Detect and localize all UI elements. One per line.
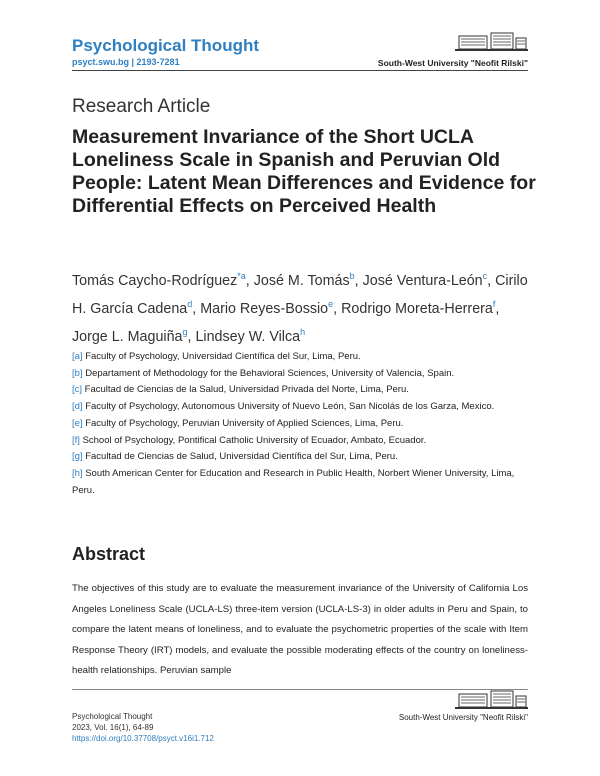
abstract-heading: Abstract: [72, 544, 146, 564]
author-name: Cirilo H. García Cadena: [72, 272, 528, 317]
affiliation-text: Faculty of Psychology, Autonomous University of Nuevo León, San Nicolás de los Garza, Mexico.: [85, 401, 495, 413]
affiliation-text: Departament of Methodology for the Behavioral Sciences, University of Valencia, Spain.: [85, 367, 455, 379]
author-name: Tomás Caycho-Rodríguez: [72, 272, 238, 289]
author-affiliation-marker[interactable]: c: [482, 271, 488, 281]
author-name: Rodrigo Moreta-Herrera: [341, 300, 493, 317]
affiliation-text: Faculty of Psychology, Universidad Científica del Sur, Lima, Peru.: [85, 351, 361, 362]
affiliation-tag: [e]: [72, 417, 83, 429]
author-list: [72, 265, 532, 348]
affiliation-item: [72, 449, 532, 466]
affiliation-text: Facultad de Ciencias de Salud, Universidad Científica del Sur, Lima, Peru.: [85, 451, 398, 463]
footer-journal: Psychological Thought: [72, 712, 153, 721]
affiliation-tag: [c]: [72, 384, 83, 396]
affiliation-tag: [g]: [72, 451, 83, 463]
author-name: José M. Tomás: [253, 272, 350, 289]
author-affiliation-marker[interactable]: g: [182, 326, 188, 337]
footer-volume: 2023, Vol. 16(1), 64-89: [72, 723, 154, 732]
author-name: Lindsey W. Vilca: [195, 328, 301, 345]
university-building-icon: [455, 688, 528, 710]
affiliation-tag: [h]: [72, 467, 83, 479]
affiliation-text: South American Center for Education and Research in Public Health, Norbert Wiener University, Lima, Peru.: [72, 467, 515, 496]
university-building-icon: [455, 30, 528, 52]
article-title: Measurement Invariance of the Short UCLA Loneliness Scale in Spanish and Peruvian Old People: Latent Mean Differences and Evidence for Differential Effects on Perceived Health: [72, 126, 536, 217]
author-affiliation-marker[interactable]: f: [492, 298, 496, 309]
author-affiliation-marker[interactable]: *a: [237, 271, 246, 281]
affiliation-item: [72, 433, 532, 450]
footer-university: South-West University "Neofit Rilski": [398, 713, 528, 722]
affiliation-item: [72, 366, 532, 383]
author-affiliation-marker[interactable]: b: [349, 271, 355, 281]
affiliation-item: [72, 399, 532, 416]
university-name-top: South-West University "Neofit Rilski": [377, 58, 528, 68]
footer-citation: [72, 711, 214, 744]
affiliation-tag: [d]: [72, 401, 83, 413]
university-logo-bottom: [455, 688, 528, 710]
affiliation-tag: [b]: [72, 367, 83, 379]
affiliation-text: School of Psychology, Pontifical Catholic University of Ecuador, Ambato, Ecuador.: [82, 434, 427, 446]
affiliation-tag: [f]: [72, 434, 80, 446]
author-separator: ,: [333, 300, 342, 317]
abstract-text: The objectives of this study are to evaluate the measurement invariance of the University of California Los Angeles Loneliness Scale (UCLA-LS) three-item version (UCLA-LS-3) in older adults in Peru and Spain, to compare the latent means of loneliness, and to evaluate the psychometric properties of the scale with Item Response Theory (IRT) models, and evaluate the possible moderating effects of the country on loneliness-health relationships. Peruvian sample: [72, 583, 528, 676]
journal-url[interactable]: psyct.swu.bg | 2193-7281: [72, 57, 180, 67]
author-name: Mario Reyes-Bossio: [200, 300, 329, 317]
affiliation-item: [72, 466, 532, 499]
author-separator: ,: [245, 272, 254, 289]
affiliation-item: [72, 416, 532, 433]
affiliation-text: Facultad de Ciencias de la Salud, Universidad Privada del Norte, Lima, Peru.: [84, 384, 409, 396]
author-separator: ,: [487, 272, 496, 289]
author-name: José Ventura-León: [362, 272, 483, 289]
affiliation-list: [72, 349, 532, 499]
footer-doi-link[interactable]: https://doi.org/10.37708/psyct.v16i1.712: [72, 734, 214, 743]
author-separator: ,: [495, 300, 500, 317]
article-type: Research Article: [72, 96, 211, 117]
affiliation-item: [72, 349, 532, 366]
author-separator: ,: [192, 300, 201, 317]
affiliation-text: Faculty of Psychology, Peruvian University of Applied Sciences, Lima, Peru.: [85, 417, 404, 429]
author-separator: ,: [354, 272, 363, 289]
university-logo-top: [455, 30, 528, 52]
author-affiliation-marker[interactable]: e: [328, 298, 334, 309]
journal-title[interactable]: Psychological Thought: [72, 36, 260, 55]
affiliation-item: [72, 382, 532, 399]
author-affiliation-marker[interactable]: h: [300, 326, 306, 337]
affiliation-tag: [a]: [72, 351, 83, 362]
header-divider: [72, 70, 528, 71]
author-separator: ,: [187, 328, 196, 345]
author-name: Jorge L. Maguiña: [72, 328, 183, 345]
author-affiliation-marker[interactable]: d: [187, 298, 193, 309]
